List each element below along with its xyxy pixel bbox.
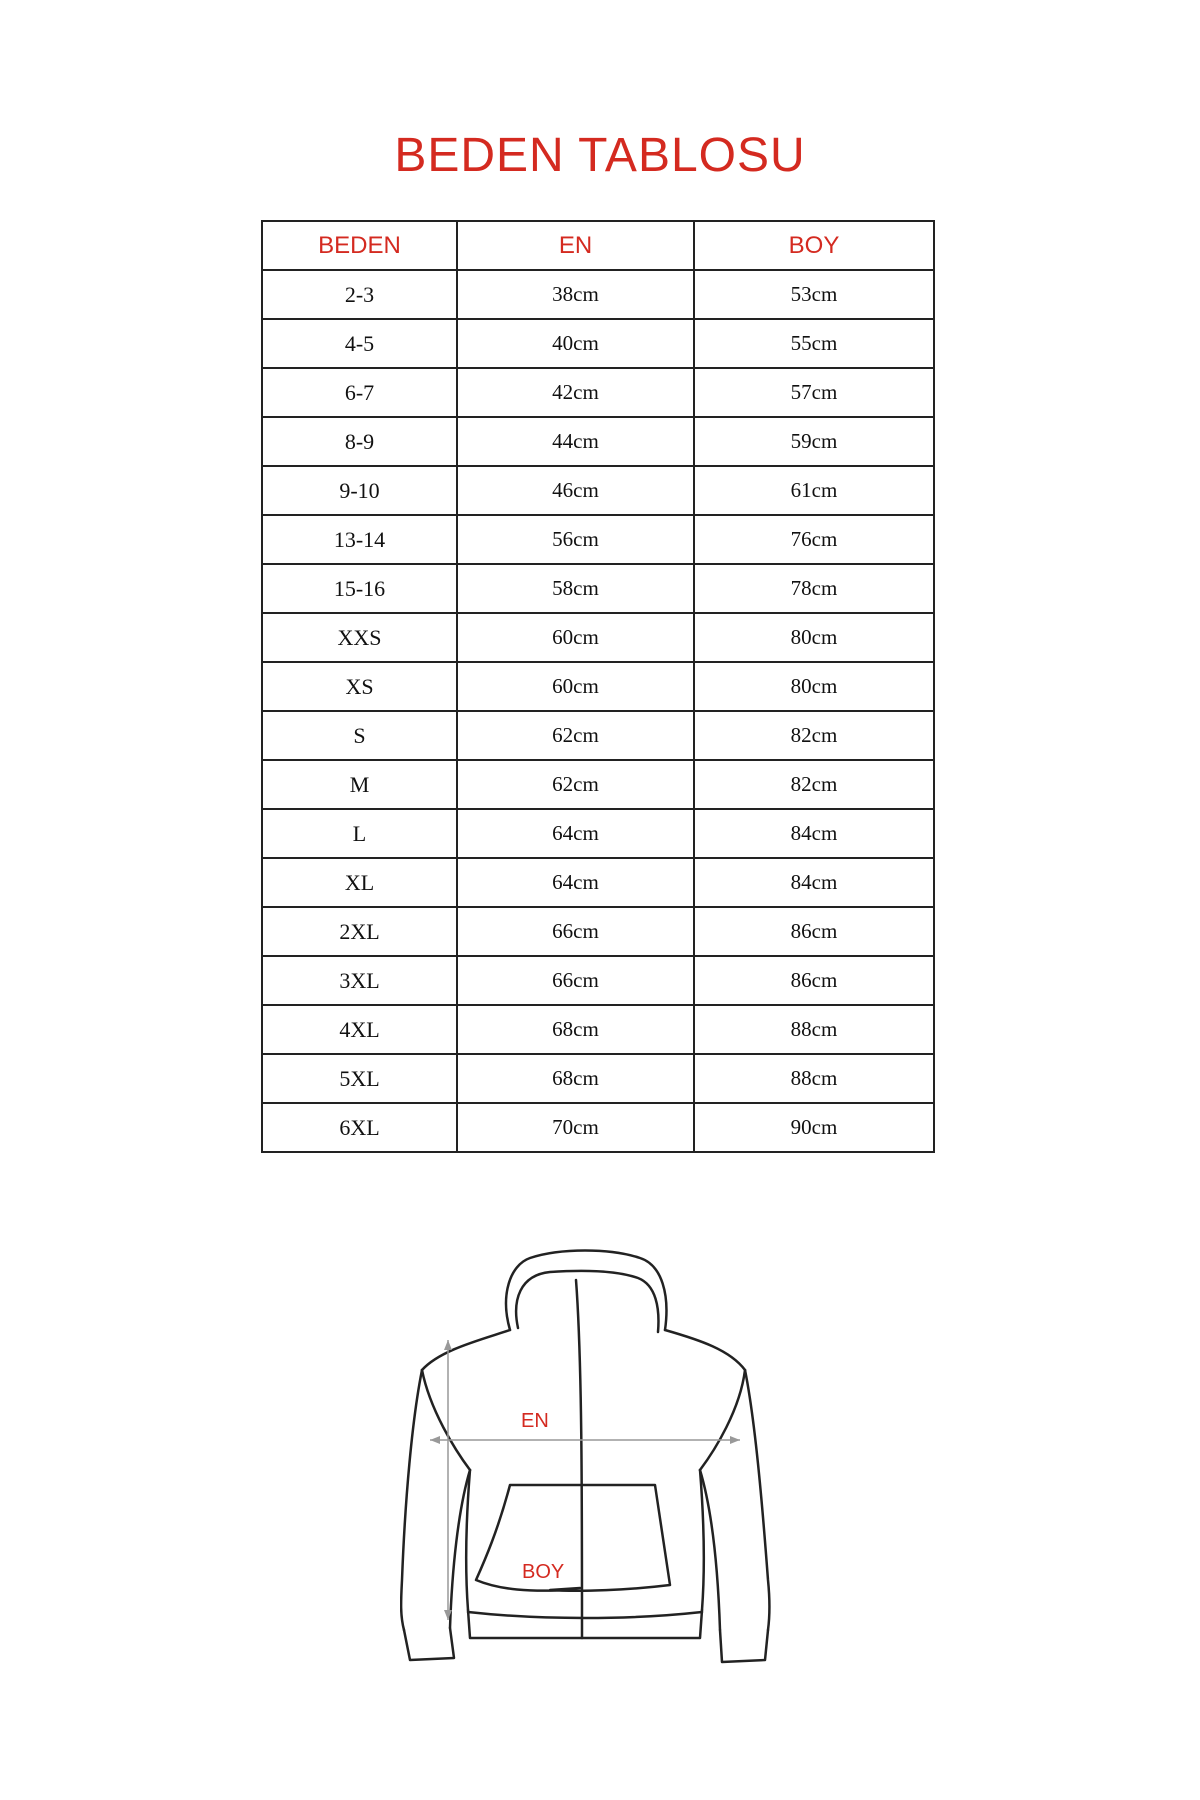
- length-cell: 59cm: [694, 417, 934, 466]
- length-cell: 84cm: [694, 858, 934, 907]
- length-cell: 78cm: [694, 564, 934, 613]
- hood-opening: [516, 1271, 658, 1332]
- table-row: [262, 270, 934, 319]
- width-cell: 62cm: [457, 760, 694, 809]
- size-cell: 4-5: [262, 319, 457, 368]
- size-cell: 2XL: [262, 907, 457, 956]
- table-row: [262, 564, 934, 613]
- left-body-side: [466, 1470, 470, 1610]
- left-armhole: [422, 1370, 470, 1470]
- size-cell: XL: [262, 858, 457, 907]
- length-cell: 88cm: [694, 1005, 934, 1054]
- table-row: [262, 515, 934, 564]
- width-cell: 56cm: [457, 515, 694, 564]
- table-row: [262, 1103, 934, 1152]
- width-cell: 44cm: [457, 417, 694, 466]
- right-sleeve-outer: [745, 1370, 770, 1630]
- page-title: BEDEN TABLOSU: [394, 129, 806, 182]
- width-cell: 40cm: [457, 319, 694, 368]
- length-arrow-head-top: [444, 1340, 452, 1350]
- column-header-length: BOY: [694, 221, 934, 270]
- pocket: [476, 1485, 670, 1591]
- width-cell: 60cm: [457, 613, 694, 662]
- size-cell: 6XL: [262, 1103, 457, 1152]
- width-cell: 66cm: [457, 907, 694, 956]
- size-cell: 6-7: [262, 368, 457, 417]
- size-cell: 5XL: [262, 1054, 457, 1103]
- right-armhole: [700, 1370, 745, 1470]
- length-cell: 88cm: [694, 1054, 934, 1103]
- length-cell: 86cm: [694, 956, 934, 1005]
- table-row: [262, 1005, 934, 1054]
- table-row: [262, 809, 934, 858]
- table-row: [262, 956, 934, 1005]
- width-cell: 64cm: [457, 858, 694, 907]
- length-cell: 82cm: [694, 760, 934, 809]
- size-cell: S: [262, 711, 457, 760]
- zipper: [576, 1280, 582, 1638]
- right-body-side: [700, 1470, 704, 1610]
- size-cell: XS: [262, 662, 457, 711]
- width-cell: 42cm: [457, 368, 694, 417]
- table-row: [262, 466, 934, 515]
- table-row: [262, 760, 934, 809]
- width-cell: 38cm: [457, 270, 694, 319]
- size-cell: 2-3: [262, 270, 457, 319]
- length-cell: 82cm: [694, 711, 934, 760]
- size-cell: M: [262, 760, 457, 809]
- column-header-size: BEDEN: [262, 221, 457, 270]
- table-row: [262, 613, 934, 662]
- width-cell: 46cm: [457, 466, 694, 515]
- width-cell: 68cm: [457, 1054, 694, 1103]
- right-cuff: [720, 1630, 768, 1662]
- size-cell: 4XL: [262, 1005, 457, 1054]
- size-cell: 15-16: [262, 564, 457, 613]
- length-cell: 90cm: [694, 1103, 934, 1152]
- left-shoulder: [422, 1330, 510, 1370]
- length-cell: 84cm: [694, 809, 934, 858]
- length-cell: 76cm: [694, 515, 934, 564]
- table-row: [262, 711, 934, 760]
- table-row: [262, 858, 934, 907]
- length-label: BOY: [522, 1561, 565, 1583]
- length-cell: 86cm: [694, 907, 934, 956]
- table-row: [262, 417, 934, 466]
- size-cell: 3XL: [262, 956, 457, 1005]
- hoodie-diagram: [400, 1240, 800, 1690]
- size-cell: L: [262, 809, 457, 858]
- size-table: [261, 220, 935, 1153]
- table-row: [262, 907, 934, 956]
- length-cell: 80cm: [694, 613, 934, 662]
- width-cell: 64cm: [457, 809, 694, 858]
- table-row: [262, 662, 934, 711]
- left-cuff: [404, 1628, 454, 1660]
- length-cell: 53cm: [694, 270, 934, 319]
- width-cell: 68cm: [457, 1005, 694, 1054]
- table-header-row: [262, 221, 934, 270]
- width-arrow-head-left: [430, 1436, 440, 1444]
- size-cell: 9-10: [262, 466, 457, 515]
- column-header-width: EN: [457, 221, 694, 270]
- table-row: [262, 1054, 934, 1103]
- length-cell: 57cm: [694, 368, 934, 417]
- size-cell: 13-14: [262, 515, 457, 564]
- hoodie-illustration: [400, 1240, 800, 1690]
- width-cell: 62cm: [457, 711, 694, 760]
- width-cell: 70cm: [457, 1103, 694, 1152]
- width-arrow-head-right: [730, 1436, 740, 1444]
- waistband-top: [468, 1612, 702, 1618]
- right-shoulder: [665, 1330, 745, 1370]
- width-cell: 58cm: [457, 564, 694, 613]
- length-cell: 80cm: [694, 662, 934, 711]
- size-cell: XXS: [262, 613, 457, 662]
- length-cell: 55cm: [694, 319, 934, 368]
- width-cell: 66cm: [457, 956, 694, 1005]
- size-cell: 8-9: [262, 417, 457, 466]
- table-row: [262, 319, 934, 368]
- width-label: EN: [521, 1410, 549, 1432]
- width-cell: 60cm: [457, 662, 694, 711]
- left-sleeve-outer: [401, 1370, 422, 1630]
- hood-outline: [506, 1251, 666, 1331]
- table-row: [262, 368, 934, 417]
- length-cell: 61cm: [694, 466, 934, 515]
